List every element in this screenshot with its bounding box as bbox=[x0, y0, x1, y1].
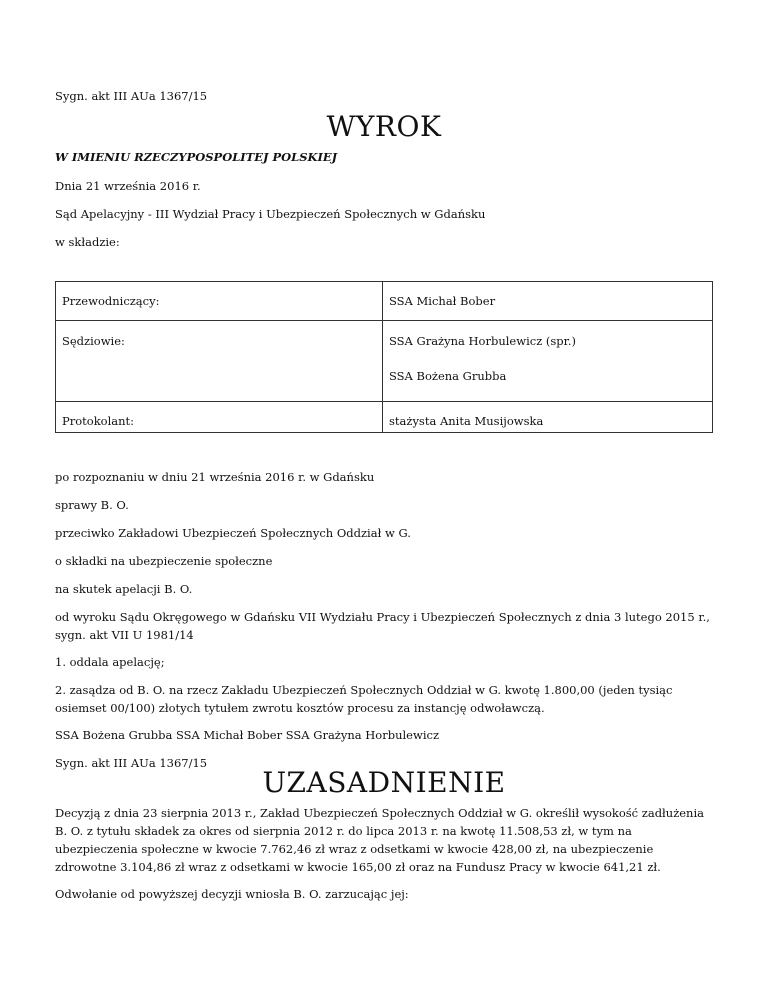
composition-names-cell bbox=[383, 402, 713, 433]
justification-paragraph-1: Decyzją z dnia 23 sierpnia 2013 r., Zakład Ubezpieczeń Społecznych Oddział w G. określił wysokość zadłużenia B. O. z tytułu składek za okres od sierpnia 2012 r. do lipca 2013 r. na kwotę 11.508,53 zł, w tym na ubezpieczenia społeczne w kwocie 7.762,46 zł wraz z odsetkami w kwocie 428,00 zł, na ubezpieczenie zdrowotne 3.104,86 zł wraz z odsetkami w kwocie 165,00 zł oraz na Fundusz Pracy w kwocie 641,21 zł. bbox=[55, 806, 704, 874]
judges-signatures: SSA Bożena Grubba SSA Michał Bober SSA Grażyna Horbulewicz bbox=[55, 728, 439, 742]
role-presiding: Przewodniczący: bbox=[62, 294, 160, 308]
judge-2: SSA Bożena Grubba bbox=[389, 369, 507, 383]
justification-title: UZASADNIENIE bbox=[262, 766, 506, 799]
composition-role-cell bbox=[56, 321, 383, 402]
judgment-date: Dnia 21 września 2016 r. bbox=[55, 179, 201, 193]
role-clerk: Protokolant: bbox=[62, 414, 135, 428]
composition-role-cell bbox=[56, 402, 383, 433]
composition-row bbox=[56, 321, 713, 402]
judge-1: SSA Grażyna Horbulewicz (spr.) bbox=[389, 334, 577, 348]
judgment-subtitle: W IMIENIU RZECZYPOSPOLITEJ POLSKIEJ bbox=[55, 150, 338, 164]
ruling-item-2: 2. zasądza od B. O. na rzecz Zakładu Ubezpieczeń Społecznych Oddział w G. kwotę 1.800,00 (jeden tysiąc osiemset 00/100) złotych tytułem zwrotu kosztów procesu za instancję odwoławczą. bbox=[55, 683, 673, 715]
hearing-line: po rozpoznaniu w dniu 21 września 2016 r. w Gdańsku bbox=[55, 470, 375, 484]
case-number: Sygn. akt III AUa 1367/15 bbox=[55, 89, 208, 103]
composition-role-cell bbox=[56, 282, 383, 321]
appealed-judgment-paragraph: od wyroku Sądu Okręgowego w Gdańsku VII Wydziału Pracy i Ubezpieczeń Społecznych z dnia 3 lutego 2015 r., sygn. akt VII U 1981/14 bbox=[55, 610, 710, 642]
composition-names-cell bbox=[383, 282, 713, 321]
composition-row bbox=[56, 402, 713, 433]
court-name: Sąd Apelacyjny - III Wydział Pracy i Ubezpieczeń Społecznych w Gdańsku bbox=[55, 207, 486, 221]
appeal-line: na skutek apelacji B. O. bbox=[55, 582, 193, 596]
composition-row bbox=[56, 282, 713, 321]
composition-table bbox=[55, 281, 713, 433]
justification-case-number: Sygn. akt III AUa 1367/15 bbox=[55, 756, 208, 770]
presiding-judge: SSA Michał Bober bbox=[389, 294, 496, 308]
role-judges: Sędziowie: bbox=[62, 334, 125, 348]
case-of-line: sprawy B. O. bbox=[55, 498, 129, 512]
against-line: przeciwko Zakładowi Ubezpieczeń Społecznych Oddział w G. bbox=[55, 526, 411, 540]
justification-paragraph-2: Odwołanie od powyższej decyzji wniosła B. O. zarzucając jej: bbox=[55, 887, 409, 901]
composition-names-cell bbox=[383, 321, 713, 402]
judgment-title: WYROK bbox=[326, 110, 442, 143]
court-clerk: stażysta Anita Musijowska bbox=[389, 414, 544, 428]
subject-line: o składki na ubezpieczenie społeczne bbox=[55, 554, 273, 568]
ruling-item-1: 1. oddala apelację; bbox=[55, 655, 165, 669]
composition-intro: w składzie: bbox=[55, 235, 120, 249]
